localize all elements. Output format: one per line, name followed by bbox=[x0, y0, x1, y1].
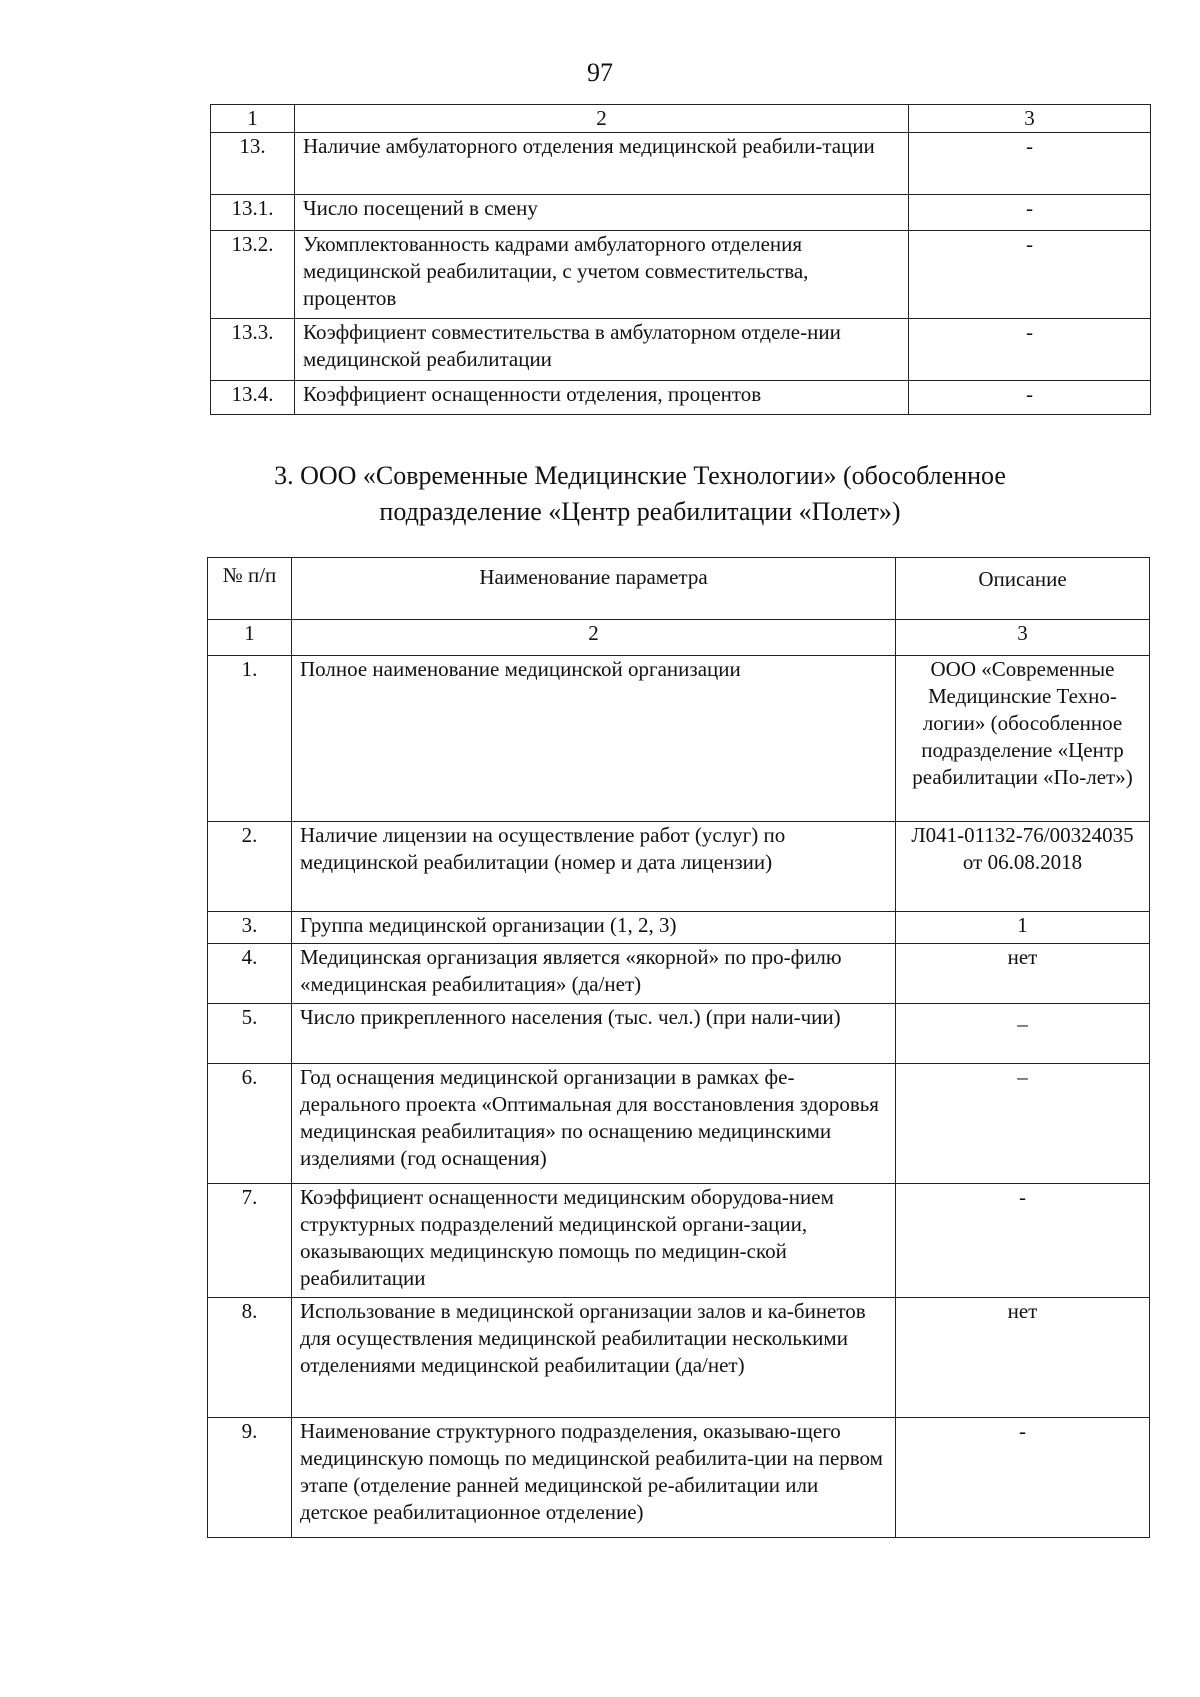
numbering-row bbox=[208, 620, 1150, 656]
numbering-cell: 2 bbox=[292, 620, 896, 656]
parameter-name: Наличие лицензии на осуществление работ (услуг) по медицинской реабилитации (номер и дата лицензии) bbox=[292, 822, 896, 912]
row-number: 1. bbox=[208, 656, 292, 822]
section-title bbox=[200, 458, 1080, 530]
parameter-name: Медицинская организация является «якорной» по про-филю «медицинская реабилитация» (да/нет) bbox=[292, 944, 896, 1004]
parameter-name: Укомплектованность кадрами амбулаторного отделения медицинской реабилитации, с учетом совместительства, процентов bbox=[295, 231, 909, 319]
parameter-value: - bbox=[909, 231, 1151, 319]
table-row bbox=[211, 133, 1151, 195]
table-row bbox=[211, 381, 1151, 415]
parameter-name: Коэффициент совместительства в амбулаторном отделе-нии медицинской реабилитации bbox=[295, 319, 909, 381]
parameter-value: - bbox=[909, 381, 1151, 415]
column-header-number: № п/п bbox=[208, 558, 292, 620]
parameter-value: 1 bbox=[896, 912, 1150, 944]
row-number: 13.2. bbox=[211, 231, 295, 319]
parameter-value: - bbox=[896, 1418, 1150, 1538]
table-row bbox=[208, 1064, 1150, 1184]
parameter-value: ООО «Современные Медицинские Техно-логии» (обособленное подразделение «Центр реабилитации «По-лет») bbox=[896, 656, 1150, 822]
parameter-value: - bbox=[909, 195, 1151, 231]
table-row bbox=[208, 912, 1150, 944]
parameter-value: - bbox=[909, 319, 1151, 381]
organization-parameters-table bbox=[207, 557, 1150, 1538]
continued-parameters-table bbox=[210, 104, 1151, 415]
parameter-value: – bbox=[896, 1064, 1150, 1184]
numbering-cell: 3 bbox=[896, 620, 1150, 656]
row-number: 3. bbox=[208, 912, 292, 944]
table-head-row bbox=[208, 558, 1150, 620]
table-header-row bbox=[211, 105, 1151, 133]
parameter-value: _ bbox=[896, 1004, 1150, 1064]
parameter-name: Год оснащения медицинской организации в рамках фе-дерального проекта «Оптимальная для восстановления здоровья медицинская реабилитация» по оснащению медицинскими изделиями (год оснащения) bbox=[292, 1064, 896, 1184]
page-number: 97 bbox=[587, 58, 613, 87]
parameter-value: Л041-01132-76/00324035 от 06.08.2018 bbox=[896, 822, 1150, 912]
parameter-name: Коэффициент оснащенности отделения, процентов bbox=[295, 381, 909, 415]
section-title-line: подразделение «Центр реабилитации «Полет») bbox=[379, 497, 901, 526]
table-row bbox=[211, 195, 1151, 231]
row-number: 2. bbox=[208, 822, 292, 912]
header-cell: 3 bbox=[909, 105, 1151, 133]
row-number: 5. bbox=[208, 1004, 292, 1064]
row-number: 13.1. bbox=[211, 195, 295, 231]
row-number: 13.4. bbox=[211, 381, 295, 415]
parameter-name: Число прикрепленного населения (тыс. чел.) (при нали-чии) bbox=[292, 1004, 896, 1064]
parameter-value: - bbox=[909, 133, 1151, 195]
column-header-parameter: Наименование параметра bbox=[292, 558, 896, 620]
section-title-line: 3. ООО «Современные Медицинские Технологии» (обособленное bbox=[274, 461, 1006, 490]
table-row bbox=[211, 231, 1151, 319]
column-header-description: Описание bbox=[896, 558, 1150, 620]
parameter-name: Группа медицинской организации (1, 2, 3) bbox=[292, 912, 896, 944]
row-number: 7. bbox=[208, 1184, 292, 1298]
header-cell: 1 bbox=[211, 105, 295, 133]
table-row bbox=[208, 944, 1150, 1004]
parameter-value: нет bbox=[896, 1298, 1150, 1418]
parameter-name: Число посещений в смену bbox=[295, 195, 909, 231]
table-row bbox=[208, 1298, 1150, 1418]
parameter-value: нет bbox=[896, 944, 1150, 1004]
row-number: 13.3. bbox=[211, 319, 295, 381]
parameter-name: Наличие амбулаторного отделения медицинской реабили-тации bbox=[295, 133, 909, 195]
row-number: 4. bbox=[208, 944, 292, 1004]
numbering-cell: 1 bbox=[208, 620, 292, 656]
parameter-name: Коэффициент оснащенности медицинским оборудова-нием структурных подразделений медицинской органи-зации, оказывающих медицинскую помощь по медицин-ской реабилитации bbox=[292, 1184, 896, 1298]
header-cell: 2 bbox=[295, 105, 909, 133]
parameter-name: Использование в медицинской организации залов и ка-бинетов для осуществления медицинской реабилитации несколькими отделениями медицинской реабилитации (да/нет) bbox=[292, 1298, 896, 1418]
row-number: 13. bbox=[211, 133, 295, 195]
table-row bbox=[208, 1184, 1150, 1298]
table-row bbox=[208, 1418, 1150, 1538]
row-number: 9. bbox=[208, 1418, 292, 1538]
parameter-value: - bbox=[896, 1184, 1150, 1298]
table-row bbox=[208, 822, 1150, 912]
table-row bbox=[208, 1004, 1150, 1064]
row-number: 6. bbox=[208, 1064, 292, 1184]
table-row bbox=[208, 656, 1150, 822]
table-row bbox=[211, 319, 1151, 381]
row-number: 8. bbox=[208, 1298, 292, 1418]
parameter-name: Наименование структурного подразделения, оказываю-щего медицинскую помощь по медицинской реабилита-ции на первом этапе (отделение ранней медицинской ре-абилитации или детское реабилитационное отделение) bbox=[292, 1418, 896, 1538]
parameter-name: Полное наименование медицинской организации bbox=[292, 656, 896, 822]
